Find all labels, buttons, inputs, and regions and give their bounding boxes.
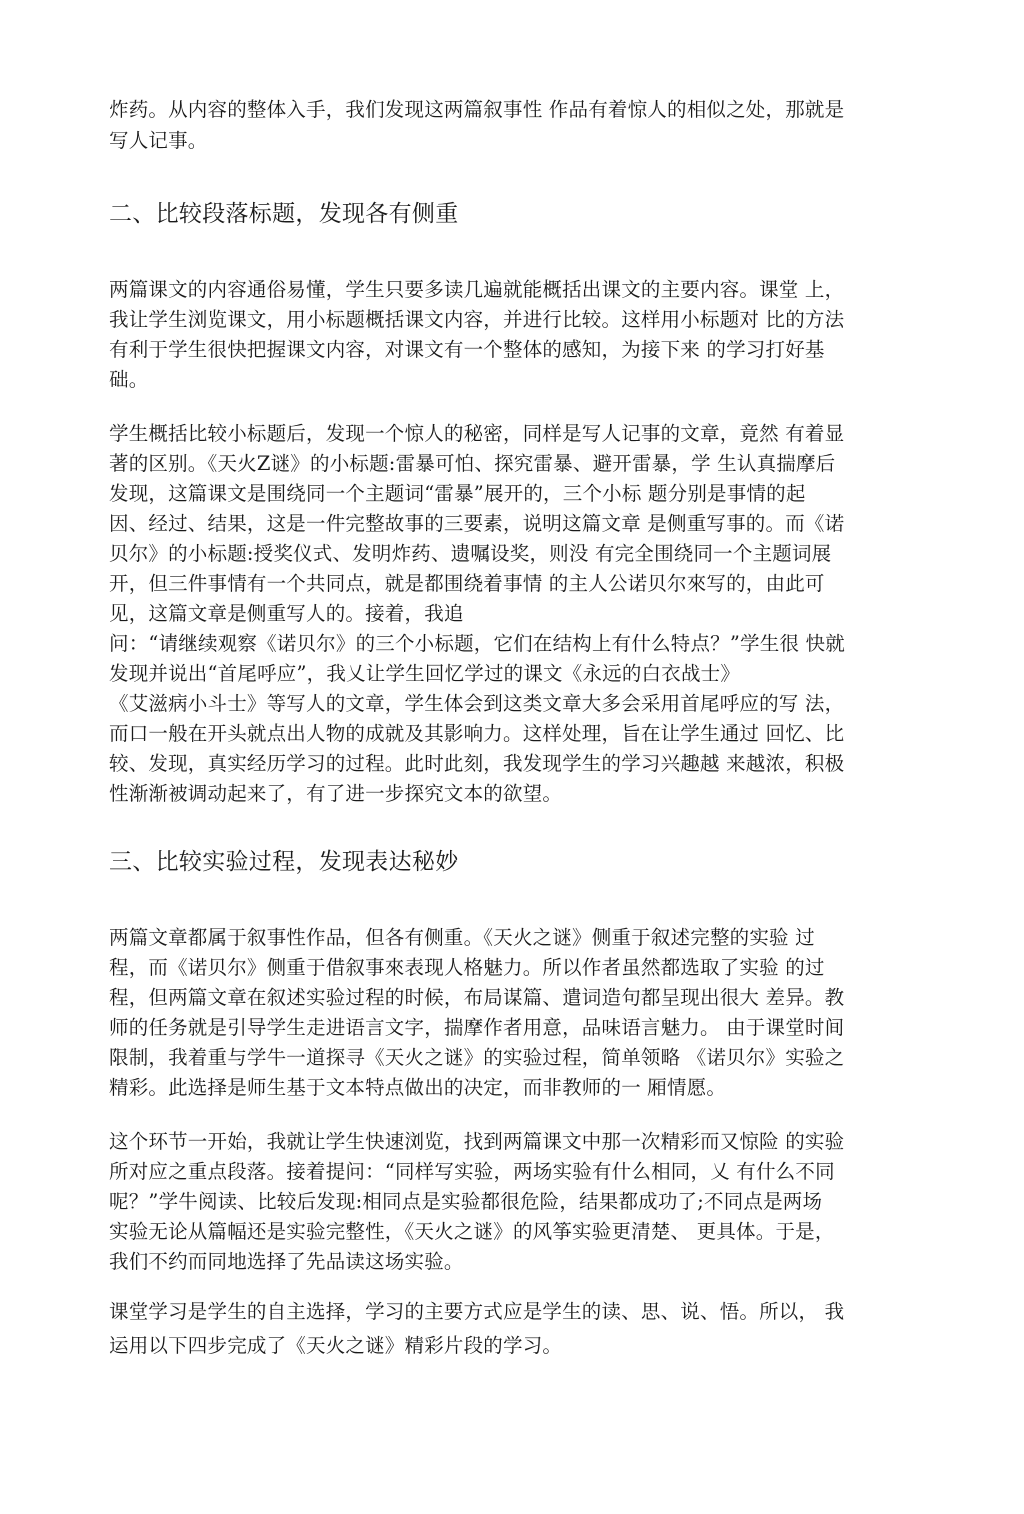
- text-line: 这个环节一开始，我就让学生快速浏览，找到两篇课文中那一次精彩而又惊险 的实验: [109, 1130, 845, 1153]
- text-line: 所对应之重点段落。接着提问：“同样写实验，两场实验有什么相同，乂 有什么不同: [109, 1160, 835, 1183]
- text-line: 我让学生浏览课文，用小标题概括课文内容，并进行比较。这样用小标题对 比的方法: [109, 308, 845, 331]
- text-line: 而口一般在开头就点出人物的成就及其影响力。这样处理，旨在让学生通过 回忆、比: [109, 722, 845, 745]
- text-line: 因、经过、结果，这是一件完整故事的三要素，说明这篇文章 是侧重写事的。而《诺: [109, 512, 845, 535]
- text-line: 《艾滋病小斗士》等写人的文章，学生体会到这类文章大多会采用首尾呼应的写 法，: [109, 692, 845, 715]
- text-line: 贝尔》的小标题:授奖仪式、发明炸药、遗嘱设奖，则没 有完全围绕同一个主题词展: [109, 542, 832, 565]
- text-line: 著的区别。《天火Z谜》的小标题:雷暴可怕、探究雷暴、避开雷暴，学 生认真揣摩后: [109, 452, 836, 475]
- text-line: 有利于学生很快把握课文内容，对课文有一个整体的感知，为接下来 的学习打好基: [109, 338, 825, 361]
- text-line: 运用以下四步完成了《天火之谜》精彩片段的学习。: [109, 1334, 563, 1357]
- text-line: 发现并说出“首尾呼应”，我乂让学生回忆学过的课文《永远的白衣战士》: [109, 662, 741, 685]
- text-line: 两篇课文的内容通俗易懂，学生只要多读几遍就能概括出课文的主要内容。课堂 上，: [109, 278, 845, 301]
- text-line: 较、发现，真实经历学习的过程。此时此刻，我发现学生的学习兴趣越 来越浓，积极: [109, 752, 845, 775]
- section-heading-3: 三、比较实验过程，发现表达秘妙: [109, 849, 459, 875]
- text-line: 我们不约而同地选择了先品读这场实验。: [109, 1250, 464, 1273]
- text-line: 程，而《诺贝尔》侧重于借叙事來表现人格魅力。所以作者虽然都选取了实验 的过: [109, 956, 825, 979]
- text-line: 精彩。此选择是师生基于文本特点做出的决定，而非教师的一 厢情愿。: [109, 1076, 727, 1099]
- text-line: 炸药。从内容的整体入手，我们发现这两篇叙事性 作品有着惊人的相似之处，那就是: [109, 98, 845, 121]
- section-heading-2: 二、比较段落标题，发现各有侧重: [109, 201, 459, 227]
- text-line: 础。: [109, 368, 149, 391]
- text-line: 见，这篇文章是侧重写人的。接着，我追: [109, 602, 464, 625]
- text-line: 学生概括比较小标题后，发现一个惊人的秘密，同样是写人记事的文章，竟然 有着显: [109, 422, 845, 445]
- text-line: 性渐渐被调动起来了，有了进一步探究文本的欲望。: [109, 782, 563, 805]
- text-line: 师的任务就是引导学生走进语言文字，揣摩作者用意，品味语言魅力。 由于课堂时间: [109, 1016, 845, 1039]
- text-line: 呢？”学牛阅读、比较后发现:相同点是实验都很危险，结果都成功了;不同点是两场: [109, 1190, 823, 1213]
- text-line: 写人记事。: [109, 129, 208, 152]
- text-line: 程，但两篇文章在叙述实验过程的时候，布局谋篇、遣词造句都呈现出很大 差异。教: [109, 986, 845, 1009]
- text-line: 开，但三件事情有一个共同点，就是都围绕着事情 的主人公诺贝尔來写的，由此可: [109, 572, 825, 595]
- text-line: 两篇文章都属于叙事性作品，但各有侧重。《天火之谜》侧重于叙述完整的实验 过: [109, 926, 815, 949]
- text-line: 问：“请继续观察《诺贝尔》的三个小标题，它们在结构上有什么特点？”学生很 快就: [109, 632, 845, 655]
- text-line: 发现，这篇课文是围绕同一个主题词“雷暴”展开的，三个小标 题分别是事情的起: [109, 482, 806, 505]
- text-line: 限制，我着重与学牛一道探寻《天火之谜》的实验过程，简单领略 《诺贝尔》实验之: [109, 1046, 845, 1069]
- text-line: 实验无论从篇幅还是实验完整性，《天火之谜》的风筝实验更清楚、 更具体。于是，: [109, 1220, 835, 1243]
- text-line: 课堂学习是学生的自主选择，学习的主要方式应是学生的读、思、说、悟。所以， 我: [109, 1300, 845, 1323]
